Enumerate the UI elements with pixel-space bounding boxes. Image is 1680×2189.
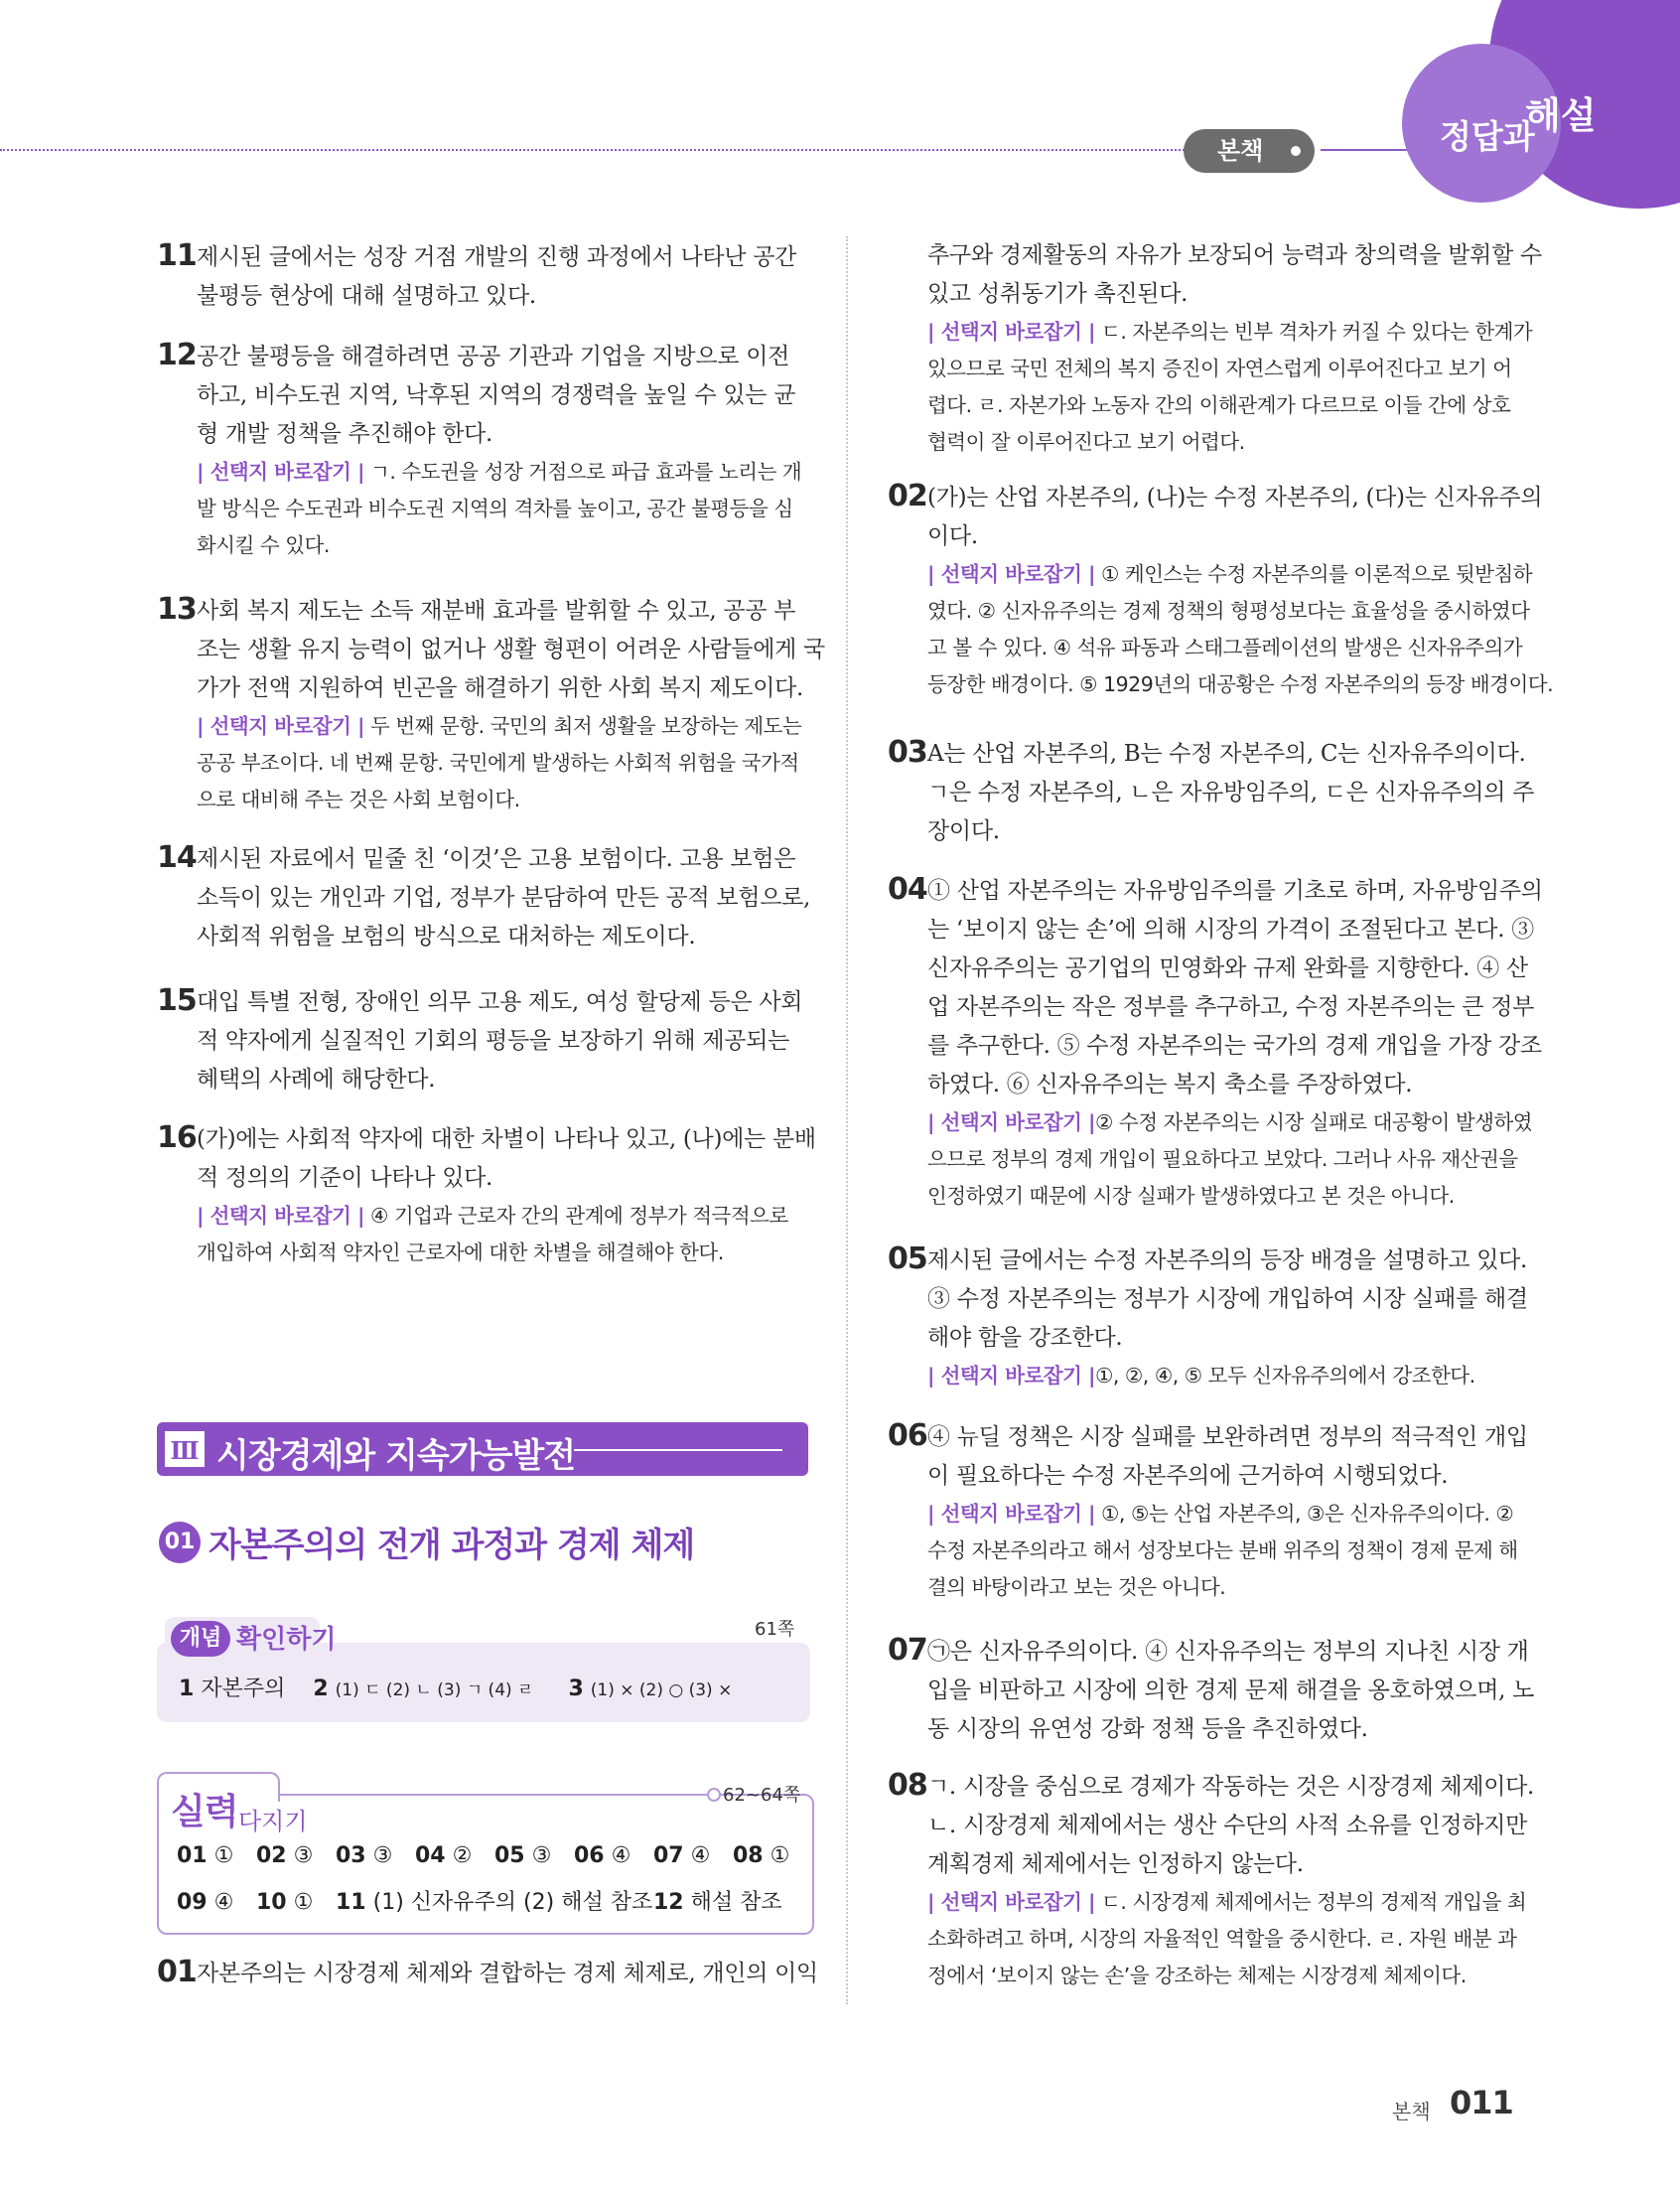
skill-answers-row-1: [177, 1843, 802, 1868]
concept-answer-text: (1) × (2) ○ (3) ×: [590, 1680, 733, 1700]
answer-number: 12: [157, 338, 197, 372]
skill-answer: [494, 1843, 574, 1868]
answer-line: 업 자본주의는 작은 정부를 추구하고, 수정 자본주의는 큰 정부: [927, 994, 1535, 1020]
section-tab-dot: [1291, 146, 1301, 156]
answer-line: ㄱ은 수정 자본주의, ㄴ은 자유방임주의, ㄷ은 신자유주의의 주: [927, 780, 1535, 805]
skill-answer-value: ①: [213, 1843, 234, 1868]
skill-answer-number: 06: [574, 1843, 605, 1868]
correction-label-text: 선택지 바로잡기: [210, 1204, 351, 1228]
concept-tag: 개념: [171, 1621, 230, 1657]
answer-line: 입을 비판하고 시장에 의한 경제 문제 해결을 옹호하였으며, 노: [927, 1678, 1535, 1703]
concept-tag-text: 확인하기: [236, 1625, 337, 1655]
concept-answer-number: 3: [568, 1677, 584, 1701]
answer-item: [888, 735, 1553, 851]
correction-line: 고 볼 수 있다. ④ 석유 파동과 스태그플레이션의 발생은 신자유주의가: [927, 636, 1523, 659]
answer-line: 제시된 글에서는 수정 자본주의의 등장 배경을 설명하고 있다.: [927, 1247, 1528, 1273]
corner-title-2: 해설: [1525, 94, 1597, 137]
header-solid-rule: [1321, 149, 1410, 151]
correction-bar: |: [1081, 1110, 1096, 1134]
answer-line: 혜택의 사례에 해당한다.: [197, 1067, 436, 1093]
correction-label: [927, 1110, 1095, 1134]
answer-number: 08: [888, 1768, 927, 1803]
correction-note: [888, 1104, 1553, 1215]
answer-item: [888, 479, 1553, 703]
correction-line: 으로 대비해 주는 것은 사회 보험이다.: [197, 788, 520, 811]
answer-line: 이 필요하다는 수정 자본주의에 근거하여 시행되었다.: [927, 1463, 1449, 1489]
skill-title: 실력: [171, 1792, 238, 1832]
concept-answer-text: (1) ㄷ (2) ㄴ (3) ㄱ (4) ㄹ: [335, 1680, 534, 1700]
answer-item: [157, 338, 822, 564]
correction-bar: |: [350, 1204, 365, 1228]
answer-line: 있고 성취동기가 촉진된다.: [927, 281, 1189, 307]
skill-answer-number: 04: [415, 1843, 446, 1868]
answer-line: 하였다. ⑥ 신자유주의는 복지 축소를 주장하였다.: [927, 1072, 1413, 1097]
answer-item: [888, 1768, 1553, 1994]
section-tab-label: 본책: [1217, 137, 1264, 165]
skill-answer-value: ③: [293, 1843, 314, 1868]
correction-label-text: 선택지 바로잡기: [940, 1364, 1082, 1387]
skill-answer-value: ④: [690, 1843, 711, 1868]
chapter-title: 시장경제와 지속가능발전: [216, 1436, 576, 1476]
correction-label: [927, 562, 1095, 586]
correction-line: 있으므로 국민 전체의 복지 증진이 자연스럽게 이루어진다고 보기 어: [927, 357, 1512, 380]
skill-answer: [653, 1843, 733, 1868]
answer-line: 조는 생활 유지 능력이 없거나 생활 형편이 어려운 사람들에게 국: [197, 637, 825, 662]
correction-bar: |: [927, 562, 941, 586]
correction-line: 인정하였기 때문에 시장 실패가 발생하였다고 본 것은 아니다.: [927, 1184, 1455, 1208]
skill-tab-rule: [328, 1794, 735, 1796]
correction-label: [927, 1502, 1095, 1526]
correction-note: [888, 1496, 1553, 1606]
correction-line: 결의 바탕이라고 보는 것은 아니다.: [927, 1575, 1226, 1599]
lesson-number: 01: [159, 1522, 201, 1563]
correction-bar: |: [927, 320, 941, 344]
skill-answer-value: ②: [452, 1843, 473, 1868]
skill-answer: [336, 1885, 653, 1916]
correction-bar: |: [197, 460, 210, 484]
skill-answer-value: ④: [213, 1890, 234, 1915]
correction-bar: |: [1081, 320, 1096, 344]
answer-line: 하고, 비수도권 지역, 낙후된 지역의 경쟁력을 높일 수 있는 균: [197, 382, 796, 408]
concept-answer-number: 1: [179, 1677, 195, 1701]
correction-line: 개입하여 사회적 약자인 근로자에 대한 차별을 해결해야 한다.: [197, 1240, 724, 1264]
skill-answer: [336, 1843, 415, 1868]
answer-line: ③ 수정 자본주의는 정부가 시장에 개입하여 시장 실패를 해결: [927, 1286, 1528, 1312]
answer-line: A는 산업 자본주의, B는 수정 자본주의, C는 신자유주의이다.: [927, 741, 1526, 767]
chapter-banner-rule: [574, 1449, 782, 1451]
correction-line: 공공 부조이다. 네 번째 문항. 국민에게 발생하는 사회적 위험을 국가적: [197, 751, 799, 775]
answer-line: 제시된 자료에서 밑줄 친 ‘이것’은 고용 보험이다. 고용 보험은: [197, 846, 796, 872]
correction-label: [927, 1364, 1095, 1387]
correction-line: 으므로 정부의 경제 개입이 필요하다고 보았다. 그러나 사유 재산권을: [927, 1147, 1518, 1171]
skill-answer: [733, 1843, 802, 1868]
skill-answer-value: ③: [531, 1843, 552, 1868]
chapter-banner: [157, 1422, 808, 1476]
answer-line: ㄴ. 시장경제 체제에서는 생산 수단의 사적 소유를 인정하지만: [927, 1813, 1528, 1838]
answer-line: 제시된 글에서는 성장 거점 개발의 진행 과정에서 나타난 공간: [197, 244, 797, 270]
answer-number: 04: [888, 872, 927, 907]
correction-label-text: 선택지 바로잡기: [940, 562, 1082, 586]
chapter-number: Ⅲ: [165, 1431, 205, 1467]
skill-answer-number: 02: [256, 1843, 287, 1868]
answer-line: 추구와 경제활동의 자유가 보장되어 능력과 창의력을 발휘할 수: [927, 242, 1542, 268]
footer-label: 본책: [1392, 2100, 1431, 2123]
concept-answer-number: 2: [313, 1677, 329, 1701]
correction-bar: |: [350, 714, 365, 738]
answer-number: 13: [157, 592, 197, 627]
correction-bar: |: [927, 1502, 941, 1526]
correction-bar: |: [1081, 1364, 1096, 1387]
skill-answer: [256, 1843, 336, 1868]
correction-line: 소화하려고 하며, 시장의 자율적인 역할을 중시한다. ㄹ. 자원 배분 과: [927, 1927, 1517, 1951]
answer-number: 16: [157, 1120, 197, 1155]
corner-title-1: 정답과: [1440, 117, 1535, 156]
correction-label: [927, 1890, 1095, 1914]
correction-label-text: 선택지 바로잡기: [940, 320, 1082, 344]
correction-bar: |: [1081, 1502, 1096, 1526]
answer-line: 사회적 위험을 보험의 방식으로 대처하는 제도이다.: [197, 924, 696, 949]
answer-number: 05: [888, 1241, 927, 1276]
answer-line: 소득이 있는 개인과 기업, 정부가 분담하여 만든 공적 보험으로,: [197, 885, 811, 911]
correction-note: [157, 1198, 822, 1271]
answer-item: [157, 983, 822, 1099]
answer-item: [888, 236, 1553, 461]
answer-number: 02: [888, 479, 927, 513]
correction-label-text: 선택지 바로잡기: [940, 1502, 1082, 1526]
answer-item: [157, 840, 822, 956]
correction-note: [157, 454, 822, 564]
correction-line: ㄱ. 수도권을 성장 거점으로 파급 효과를 노리는 개: [364, 460, 802, 484]
correction-line: 였다. ② 신자유주의는 경제 정책의 형평성보다는 효율성을 중시하였다: [927, 599, 1530, 623]
answer-line: 동 시장의 유연성 강화 정책 등을 추진하였다.: [927, 1716, 1368, 1742]
correction-line: 협력이 잘 이루어진다고 보기 어렵다.: [927, 430, 1245, 454]
correction-note: [157, 708, 822, 818]
header-dotted-rule: [0, 149, 1191, 151]
correction-note: [888, 1358, 1553, 1394]
correction-label-text: 선택지 바로잡기: [210, 460, 351, 484]
answer-line: 사회 복지 제도는 소득 재분배 효과를 발휘할 수 있고, 공공 부: [197, 598, 796, 624]
correction-bar: |: [1081, 1890, 1096, 1914]
skill-answer: [574, 1843, 653, 1868]
correction-bar: |: [927, 1890, 941, 1914]
answer-line: 해야 함을 강조한다.: [927, 1325, 1123, 1351]
page-number: 011: [1450, 2084, 1513, 2121]
correction-bar: |: [927, 1110, 941, 1134]
answer-line: 대입 특별 전형, 장애인 의무 고용 제도, 여성 할당제 등은 사회: [197, 989, 803, 1015]
correction-note: [888, 1884, 1553, 1994]
answer-number: 03: [888, 735, 927, 770]
skill-answer-value: (1) 신자유주의 (2) 해설 참조: [372, 1890, 653, 1915]
answer-item: [157, 1120, 822, 1271]
correction-line: ①, ②, ④, ⑤ 모두 신자유주의에서 강조한다.: [1095, 1364, 1475, 1387]
correction-bar: |: [927, 1364, 941, 1387]
answer-line: (가)는 산업 자본주의, (나)는 수정 자본주의, (다)는 신자유주의: [927, 485, 1543, 511]
answer-line: 를 추구한다. ⑤ 수정 자본주의는 국가의 경제 개입을 가장 강조: [927, 1033, 1542, 1059]
answer-number: 15: [157, 983, 197, 1018]
answer-line: ㄱ. 시장을 중심으로 경제가 작동하는 것은 시장경제 체제이다.: [927, 1774, 1535, 1800]
answer-number: 11: [157, 238, 197, 273]
correction-line: 정에서 ‘보이지 않는 손’을 강조하는 체제는 시장경제 체제이다.: [927, 1964, 1467, 1987]
skill-answer-number: 12: [653, 1890, 684, 1915]
skill-answer-number: 11: [336, 1890, 366, 1915]
correction-bar: |: [197, 714, 210, 738]
correction-bar: |: [350, 460, 365, 484]
skill-answer-value: ①: [293, 1890, 314, 1915]
correction-line: 발 방식은 수도권과 비수도권 지역의 격차를 높이고, 공간 불평등을 심: [197, 497, 793, 520]
concept-answer-text: 자본주의: [201, 1677, 286, 1701]
answer-line: ④ 뉴딜 정책은 시장 실패를 보완하려면 정부의 적극적인 개입: [927, 1424, 1528, 1450]
answer-item: [888, 872, 1553, 1215]
answer-line: 는 ‘보이지 않는 손’에 의해 시장의 가격이 조절된다고 본다. ③: [927, 917, 1534, 943]
correction-bar: |: [197, 1204, 210, 1228]
correction-label-text: 선택지 바로잡기: [940, 1890, 1082, 1914]
answer-line: 자본주의는 시장경제 체제와 결합하는 경제 체제로, 개인의 이익: [197, 1961, 818, 1986]
correction-line: 두 번째 문항. 국민의 최저 생활을 보장하는 제도는: [364, 714, 802, 738]
answer-number: 07: [888, 1633, 927, 1668]
correction-label-text: 선택지 바로잡기: [210, 714, 351, 738]
answer-number: 01: [157, 1955, 197, 1989]
skill-answers-row-2: [177, 1885, 792, 1916]
correction-line: ④ 기업과 근로자 간의 관계에 정부가 적극적으로: [364, 1204, 788, 1228]
correction-label-text: 선택지 바로잡기: [940, 1110, 1082, 1134]
concept-answers: [179, 1672, 732, 1702]
skill-answer-number: 05: [494, 1843, 525, 1868]
skill-answer-value: ③: [372, 1843, 393, 1868]
answer-number: 14: [157, 840, 197, 875]
correction-line: ㄷ. 자본주의는 빈부 격차가 커질 수 있다는 한계가: [1095, 320, 1533, 344]
skill-answer-number: 09: [177, 1890, 208, 1915]
correction-line: ② 수정 자본주의는 시장 실패로 대공황이 발생하였: [1095, 1110, 1533, 1134]
skill-answer-value: ④: [611, 1843, 631, 1868]
answer-line: 불평등 현상에 대해 설명하고 있다.: [197, 283, 536, 309]
skill-dot: [707, 1788, 721, 1802]
answer-item: [157, 238, 822, 316]
answer-line: 계획경제 체제에서는 인정하지 않는다.: [927, 1851, 1304, 1877]
skill-answer: [653, 1885, 792, 1916]
answer-line: ㉠은 신자유주의이다. ④ 신자유주의는 정부의 지나친 시장 개: [927, 1639, 1529, 1665]
answer-line: 형 개발 정책을 추진해야 한다.: [197, 421, 493, 447]
skill-page: 62~64쪽: [723, 1785, 801, 1806]
answer-line: 적 약자에게 실질적인 기회의 평등을 보장하기 위해 제공되는: [197, 1028, 790, 1054]
correction-label: [927, 320, 1095, 344]
answer-item: [888, 1633, 1553, 1749]
skill-answer-number: 07: [653, 1843, 684, 1868]
answer-item: [888, 1241, 1553, 1394]
skill-answer-value: ①: [770, 1843, 790, 1868]
correction-line: ①, ⑤는 산업 자본주의, ③은 신자유주의이다. ②: [1095, 1502, 1514, 1526]
skill-answer-number: 01: [177, 1843, 208, 1868]
correction-line: ① 케인스는 수정 자본주의를 이론적으로 뒷받침하: [1095, 562, 1533, 586]
skill-answer: [177, 1890, 256, 1915]
answer-line: (가)에는 사회적 약자에 대한 차별이 나타나 있고, (나)에는 분배: [197, 1126, 816, 1152]
correction-line: 등장한 배경이다. ⑤ 1929년의 대공황은 수정 자본주의의 등장 배경이다.: [927, 672, 1554, 696]
lesson-title: 자본주의의 전개 과정과 경제 체제: [209, 1526, 695, 1565]
answer-number: 06: [888, 1418, 927, 1453]
skill-answer: [177, 1843, 256, 1868]
correction-note: [888, 556, 1553, 703]
answer-item: [157, 592, 825, 818]
answer-line: 신자유주의는 공기업의 민영화와 규제 완화를 지향한다. ④ 산: [927, 955, 1528, 981]
skill-answer-value: 해설 참조: [690, 1890, 782, 1915]
correction-label: [197, 714, 364, 738]
correction-label: [197, 1204, 364, 1228]
skill-subtitle: 다지기: [238, 1808, 308, 1835]
answer-item: [888, 1418, 1553, 1606]
correction-bar: |: [1081, 562, 1096, 586]
column-divider: [846, 236, 848, 2004]
correction-label: [197, 460, 364, 484]
correction-note: [888, 314, 1553, 461]
answer-line: 장이다.: [927, 818, 1000, 844]
answer-item: [157, 1955, 818, 1993]
concept-page: 61쪽: [755, 1619, 795, 1640]
skill-answer-number: 03: [336, 1843, 366, 1868]
answer-line: 공간 불평등을 해결하려면 공공 기관과 기업을 지방으로 이전: [197, 344, 790, 369]
answer-line: 적 정의의 기준이 나타나 있다.: [197, 1165, 493, 1191]
correction-line: 렵다. ㄹ. 자본가와 노동자 간의 이해관계가 다르므로 이들 간에 상호: [927, 393, 1511, 417]
answer-line: 이다.: [927, 523, 978, 549]
skill-answer: [415, 1843, 494, 1868]
correction-line: 화시킬 수 있다.: [197, 533, 330, 557]
skill-answer: [256, 1890, 336, 1915]
skill-answer-number: 08: [733, 1843, 764, 1868]
answer-line: ① 산업 자본주의는 자유방임주의를 기초로 하며, 자유방임주의: [927, 878, 1543, 904]
answer-line: 가가 전액 지원하여 빈곤을 해결하기 위한 사회 복지 제도이다.: [197, 675, 804, 701]
skill-answer-number: 10: [256, 1890, 287, 1915]
correction-line: ㄷ. 시장경제 체제에서는 정부의 경제적 개입을 최: [1095, 1890, 1527, 1914]
correction-line: 수정 자본주의라고 해서 성장보다는 분배 위주의 정책이 경제 문제 해: [927, 1538, 1518, 1562]
